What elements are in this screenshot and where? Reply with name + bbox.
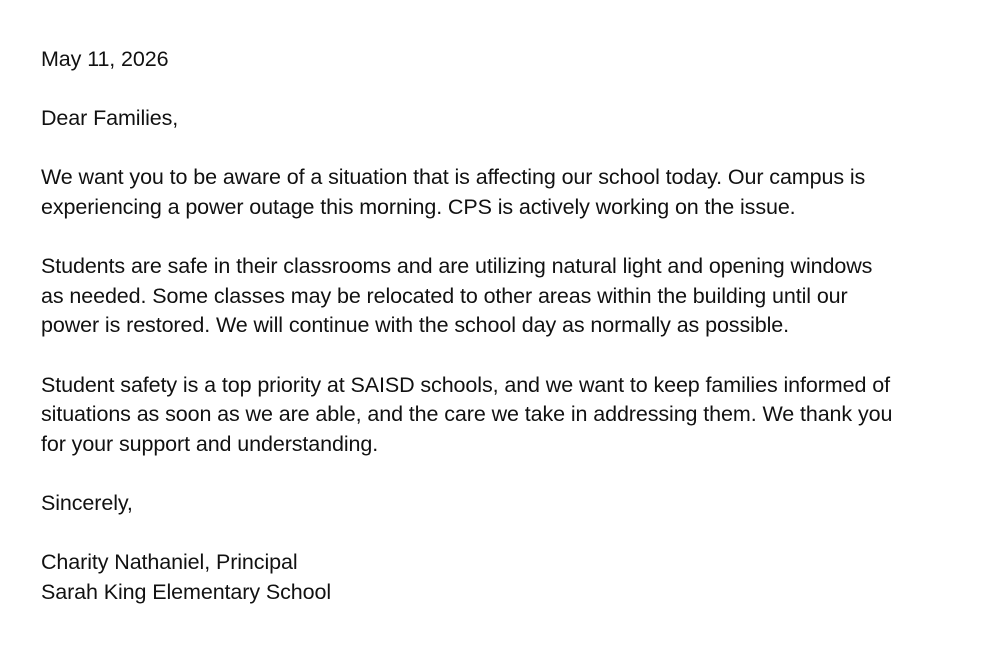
spacer xyxy=(41,134,981,164)
spacer xyxy=(41,459,981,489)
paragraph-line: power is restored. We will continue with the school day as normally as possible. xyxy=(41,313,790,338)
spacer xyxy=(41,519,981,549)
paragraph-line: experiencing a power outage this morning. CPS is actively working on the issue. xyxy=(41,194,796,219)
paragraph-power-outage xyxy=(41,163,981,222)
spacer xyxy=(41,223,981,253)
paragraph-line: as needed. Some classes may be relocated to other areas within the building until our xyxy=(41,283,848,308)
paragraph-student-status xyxy=(41,252,981,341)
spacer xyxy=(41,75,981,105)
signature-school: Sarah King Elementary School xyxy=(41,579,332,604)
paragraph-safety xyxy=(41,371,981,460)
letter-date: May 11, 2026 xyxy=(41,47,169,71)
paragraph-line: We want you to be aware of a situation that is affecting our school today. Our campus is xyxy=(41,165,866,190)
letter-body xyxy=(41,45,981,607)
signature-name-title: Charity Nathaniel, Principal xyxy=(41,550,298,575)
signature-block xyxy=(41,548,981,607)
letter-closing: Sincerely, xyxy=(41,490,133,515)
paragraph-line: situations as soon as we are able, and the care we take in addressing them. We thank you xyxy=(41,402,893,427)
paragraph-line: Students are safe in their classrooms and are utilizing natural light and opening windows xyxy=(41,254,873,279)
paragraph-line: for your support and understanding. xyxy=(41,431,379,456)
paragraph-line: Student safety is a top priority at SAISD schools, and we want to keep families informed of xyxy=(41,372,890,397)
spacer xyxy=(41,341,981,371)
letter-salutation: Dear Families, xyxy=(41,106,179,131)
